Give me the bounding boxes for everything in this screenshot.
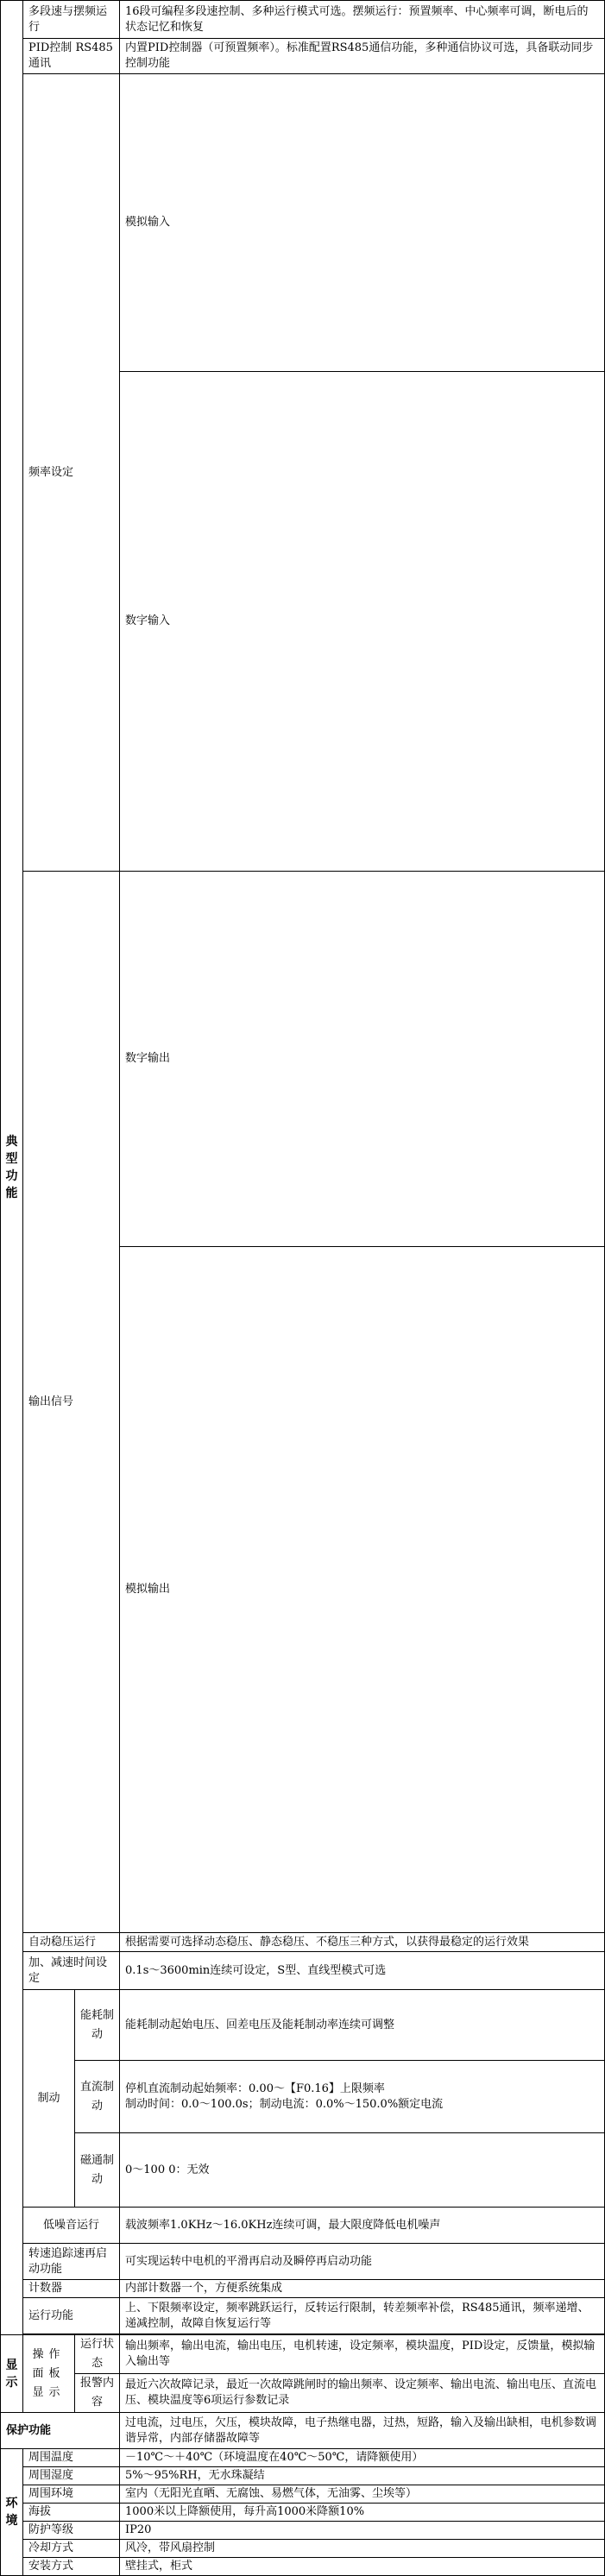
label-accel: 加、减速时间设定 xyxy=(23,1952,120,1990)
value-energy-brake: 能耗制动起始电压、回差电压及能耗制动率连续可调整 xyxy=(120,1990,605,2061)
label-output-signal: 输出信号 xyxy=(23,872,120,1933)
label-freq-setting: 频率设定 xyxy=(23,74,120,872)
row-counter xyxy=(1,2280,605,2298)
label-multispeed: 多段速与摆频运行 xyxy=(23,1,120,39)
value-accel: 0.1s～3600min连续可设定，S型、直线型模式可选 xyxy=(120,1952,605,1990)
label-temperature: 周围温度 xyxy=(23,2449,120,2467)
value-run-function: 上、下限频率设定，频率跳跃运行，反转运行限制，转差频率补偿，RS485通讯，频率递增、递减控制，故障自恢复运行等 xyxy=(120,2298,605,2334)
label-run-function: 运行功能 xyxy=(23,2298,120,2334)
label-flux-brake: 磁通制动 xyxy=(75,2133,120,2208)
value-temperature: －10℃～＋40℃（环境温度在40℃～50℃，请降额使用） xyxy=(120,2449,605,2467)
value-flux-brake: 0～100 0：无效 xyxy=(120,2133,605,2208)
row-display-run xyxy=(1,2335,605,2374)
row-env-altitude xyxy=(1,2504,605,2522)
value-altitude: 1000米以上降额使用，每升高1000米降额10% xyxy=(120,2504,605,2522)
section-display xyxy=(1,2335,23,2413)
value-tracking: 可实现运转中电机的平滑再启动及瞬停再启动功能 xyxy=(120,2244,605,2280)
label-mounting: 安装方式 xyxy=(23,2558,120,2576)
label-alarm: 报警内容 xyxy=(75,2374,120,2413)
label-dc-brake: 直流制动 xyxy=(75,2061,120,2133)
row-brake-dc xyxy=(1,2061,605,2133)
value-protection: 过电流，过电压，欠压，模块故障，电子热继电器，过热，短路，输入及输出缺相，电机参数调谐异常，内部存储器故障等 xyxy=(120,2413,605,2449)
label-humidity: 周围湿度 xyxy=(23,2467,120,2485)
label-cooling: 冷却方式 xyxy=(23,2540,120,2558)
value-multispeed: 16段可编程多段速控制、多种运行模式可选。摆频运行：预置频率、中心频率可调，断电后的状态记忆和恢复 xyxy=(120,1,605,39)
label-analog-output: 模拟输出 xyxy=(120,1247,605,1933)
row-multispeed xyxy=(1,1,605,39)
row-env-mount xyxy=(1,2558,605,2576)
row-protection xyxy=(1,2413,605,2449)
row-noise xyxy=(1,2208,605,2244)
row-pid xyxy=(1,39,605,74)
section-typical-functions xyxy=(1,1,23,2335)
section-environment xyxy=(1,2449,23,2576)
value-counter: 内部计数器一个，方便系统集成 xyxy=(120,2280,605,2298)
row-run-function xyxy=(1,2298,605,2334)
value-surrounding: 室内（无阳光直晒、无腐蚀、易燃气体，无油雾、尘埃等） xyxy=(120,2485,605,2504)
value-avr: 根据需要可选择动态稳压、静态稳压、不稳压三种方式，以获得最稳定的运行效果 xyxy=(120,1933,605,1952)
value-humidity: 5%～95%RH，无水珠凝结 xyxy=(120,2467,605,2485)
row-env-humidity xyxy=(1,2467,605,2485)
value-dc-brake-line2: 制动时间：0.0～100.0s；制动电流：0.0%～150.0%额定电流 xyxy=(125,2097,444,2111)
row-env-ip xyxy=(1,2522,605,2540)
row-avr xyxy=(1,1933,605,1952)
label-digital-input: 数字输入 xyxy=(120,372,605,872)
label-surrounding: 周围环境 xyxy=(23,2485,120,2504)
value-protection-class: IP20 xyxy=(120,2522,605,2540)
value-pid: 内置PID控制器（可预置频率）。标准配置RS485通信功能，多种通信协议可选，具备联动同步控制功能 xyxy=(120,39,605,74)
row-display-alarm xyxy=(1,2374,605,2413)
label-counter: 计数器 xyxy=(23,2280,120,2298)
value-dc-brake xyxy=(120,2061,605,2133)
row-accel xyxy=(1,1952,605,1990)
label-altitude: 海拔 xyxy=(23,2504,120,2522)
label-noise: 低噪音运行 xyxy=(23,2208,120,2244)
section-environment-label: 环境 xyxy=(5,2497,18,2528)
label-digital-output: 数字输出 xyxy=(120,872,605,1247)
row-env-cooling xyxy=(1,2540,605,2558)
row-brake-energy xyxy=(1,1990,605,2061)
section-display-label: 显示 xyxy=(5,2358,18,2390)
label-energy-brake: 能耗制动 xyxy=(75,1990,120,2061)
label-brake: 制动 xyxy=(23,1990,75,2208)
label-panel-display: 操作面板显示 xyxy=(23,2335,75,2413)
value-alarm: 最近六次故障记录，最近一次故障跳闸时的输出频率、设定频率、输出电流、输出电压、直流电压、模块温度等6项运行参数记录 xyxy=(120,2374,605,2413)
value-mounting: 壁挂式，柜式 xyxy=(120,2558,605,2576)
value-cooling: 风冷，带风扇控制 xyxy=(120,2540,605,2558)
label-analog-input: 模拟输入 xyxy=(120,74,605,372)
row-brake-flux xyxy=(1,2133,605,2208)
label-protection-class: 防护等级 xyxy=(23,2522,120,2540)
row-env-temp xyxy=(1,2449,605,2467)
label-avr: 自动稳压运行 xyxy=(23,1933,120,1952)
row-output-digital xyxy=(1,872,605,1247)
row-env-surround xyxy=(1,2485,605,2504)
value-run-status: 输出频率，输出电流，输出电压，电机转速，设定频率，模块温度，PID设定，反馈量，模拟输入输出等 xyxy=(120,2335,605,2374)
row-freq-analog xyxy=(1,74,605,372)
label-run-status: 运行状态 xyxy=(75,2335,120,2374)
section-protection: 保护功能 xyxy=(1,2413,120,2449)
value-noise: 载波频率1.0KHz～16.0KHz连续可调，最大限度降低电机噪声 xyxy=(120,2208,605,2244)
label-pid: PID控制 RS485通讯 xyxy=(23,39,120,74)
value-dc-brake-line1: 停机直流制动起始频率：0.00～【F0.16】上限频率 xyxy=(125,2082,385,2095)
label-tracking: 转速追踪速再启动功能 xyxy=(23,2244,120,2280)
section-typical-label: 典型功能 xyxy=(5,1135,18,1200)
row-tracking xyxy=(1,2244,605,2280)
